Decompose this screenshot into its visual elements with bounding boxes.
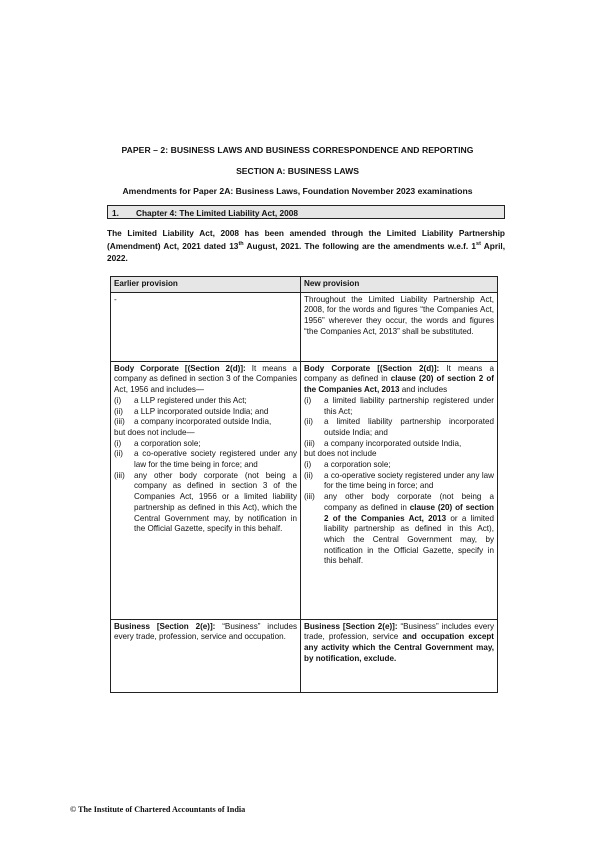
intro-paragraph [107,227,505,265]
intro-sup-1: th [238,240,244,247]
intro-text-2: August, 2021. The following are the amendments w.e.f. 1 [243,240,477,251]
list-item [114,396,297,407]
item-text: a company incorporated outside India, [324,438,462,448]
chapter-number: 1. [112,208,119,218]
list-item [114,417,297,428]
row2-earlier-but: but does not include— [114,427,195,437]
row2-new-lead-text-1: It means a company as defined in [304,363,494,384]
row2-new-title: Body Corporate [(Section 2(d)]: [304,363,440,373]
row2-new-but: but does not include [304,449,377,459]
item-text: a LLP registered under this Act; [134,395,247,405]
row3-earlier [111,619,301,692]
row3-new-title: Business [Section 2(e)]: [304,621,398,631]
item-mark: (iii) [304,492,315,502]
intro-text-1: The Limited Liability Act, 2008 has been amended through the Limited Liability Partnership (Amendment) Act, 2021 dated 13 [107,228,505,251]
item-mark: (ii) [114,449,123,459]
item-mark: (ii) [114,406,123,416]
row2-new-lead-bold: clause (20) of section 2 of the Companies Act, 2013 [304,374,494,395]
item-mark: (i) [304,460,312,470]
last-item-bold: clause (20) of section 2 of the Companies Act, 2013 [324,502,494,523]
item-mark: (i) [304,395,312,405]
row3-earlier-text: “Business” includes every trade, profession, service and occupation. [114,621,297,642]
row2-new [301,361,498,619]
table-row [111,292,498,361]
last-item-text-c: or a limited liability partnership as defined in this Act), which the Central Government may, by notification in the Official Gazette, specify in this behalf. [324,513,494,566]
row2-earlier [111,361,301,619]
last-item-text-a: any other body corporate (not being a company as defined in [324,492,494,512]
list-item [304,492,494,567]
list-item [304,396,494,417]
item-text: any other body corporate (not being a company as defined in section 3 of the Companies Act, 1956 or a limited liability partnership as defined in this Act), which the Central Government may, by notification in the Official Gazette, specify in this behalf. [134,470,297,534]
item-mark: (ii) [304,470,313,480]
row3-earlier-title: Business [Section 2(e)]: [114,621,216,631]
item-text: a LLP incorporated outside India; and [134,406,269,416]
section-heading: SECTION A: BUSINESS LAWS [236,166,359,176]
row2-earlier-lead-text: It means a company as defined in section 3 of the Companies Act, 1956 and includes— [114,363,297,395]
copyright-footer: © The Institute of Chartered Accountants of India [70,805,246,814]
row3-new [301,619,498,692]
row2-new-lead-text-2: and includes [399,385,448,395]
list-item [304,417,494,438]
item-text [324,492,494,567]
row2-earlier-title: Body Corporate [(Section 2(d)]: [114,363,246,373]
list-item [304,460,494,471]
header-new: New provision [301,277,498,293]
intro-sup-2: st [476,240,481,247]
amendments-heading: Amendments for Paper 2A: Business Laws, Foundation November 2023 examinations [122,186,473,196]
row3-new-text: “Business” includes every trade, profession, service [304,621,494,642]
item-text: a co-operative society registered under any law for the time being in force; and [324,470,494,491]
chapter-title: Chapter 4: The Limited Liability Act, 2008 [136,208,298,218]
item-mark: (i) [114,395,122,405]
header-earlier: Earlier provision [111,277,301,293]
item-text: a limited liability partnership registered under this Act; [324,395,494,416]
item-text: a limited liability partnership incorporated outside India; and [324,417,494,437]
table-row [111,361,498,619]
table-header-row [111,277,498,293]
item-text: a corporation sole; [134,438,201,448]
row2-earlier-lead [114,364,297,396]
list-item [114,471,297,535]
row1-new: Throughout the Limited Liability Partnership Act, 2008, for the words and figures “the Companies Act, 1956” wherever they occur, the words and figures “the Companies Act, 2013” shall be substituted. [301,292,498,361]
item-text: a company incorporated outside India, [134,417,272,427]
item-mark: (ii) [304,417,313,427]
item-mark: (iii) [114,417,125,427]
item-mark: (i) [114,438,122,448]
chapter-title-box [107,205,505,219]
table-row [111,619,498,692]
list-item [304,439,494,450]
item-text: a corporation sole; [324,460,391,470]
row3-new-bold: and occupation except any activity which the Central Government may, by notification, exclude. [304,632,495,663]
row2-new-lead [304,364,494,396]
item-mark: (iii) [114,470,125,480]
intro-text-3: April, 2022. [107,240,505,264]
item-mark: (iii) [304,438,315,448]
row1-earlier: - [111,292,301,361]
provisions-table [110,276,498,693]
list-item [114,439,297,450]
list-item [114,407,297,418]
item-text: a co-operative society registered under any law for the time being in force; and [134,449,297,470]
list-item [304,471,494,492]
list-item [114,449,297,470]
paper-heading: PAPER – 2: BUSINESS LAWS AND BUSINESS CORRESPONDENCE AND REPORTING [121,145,474,155]
